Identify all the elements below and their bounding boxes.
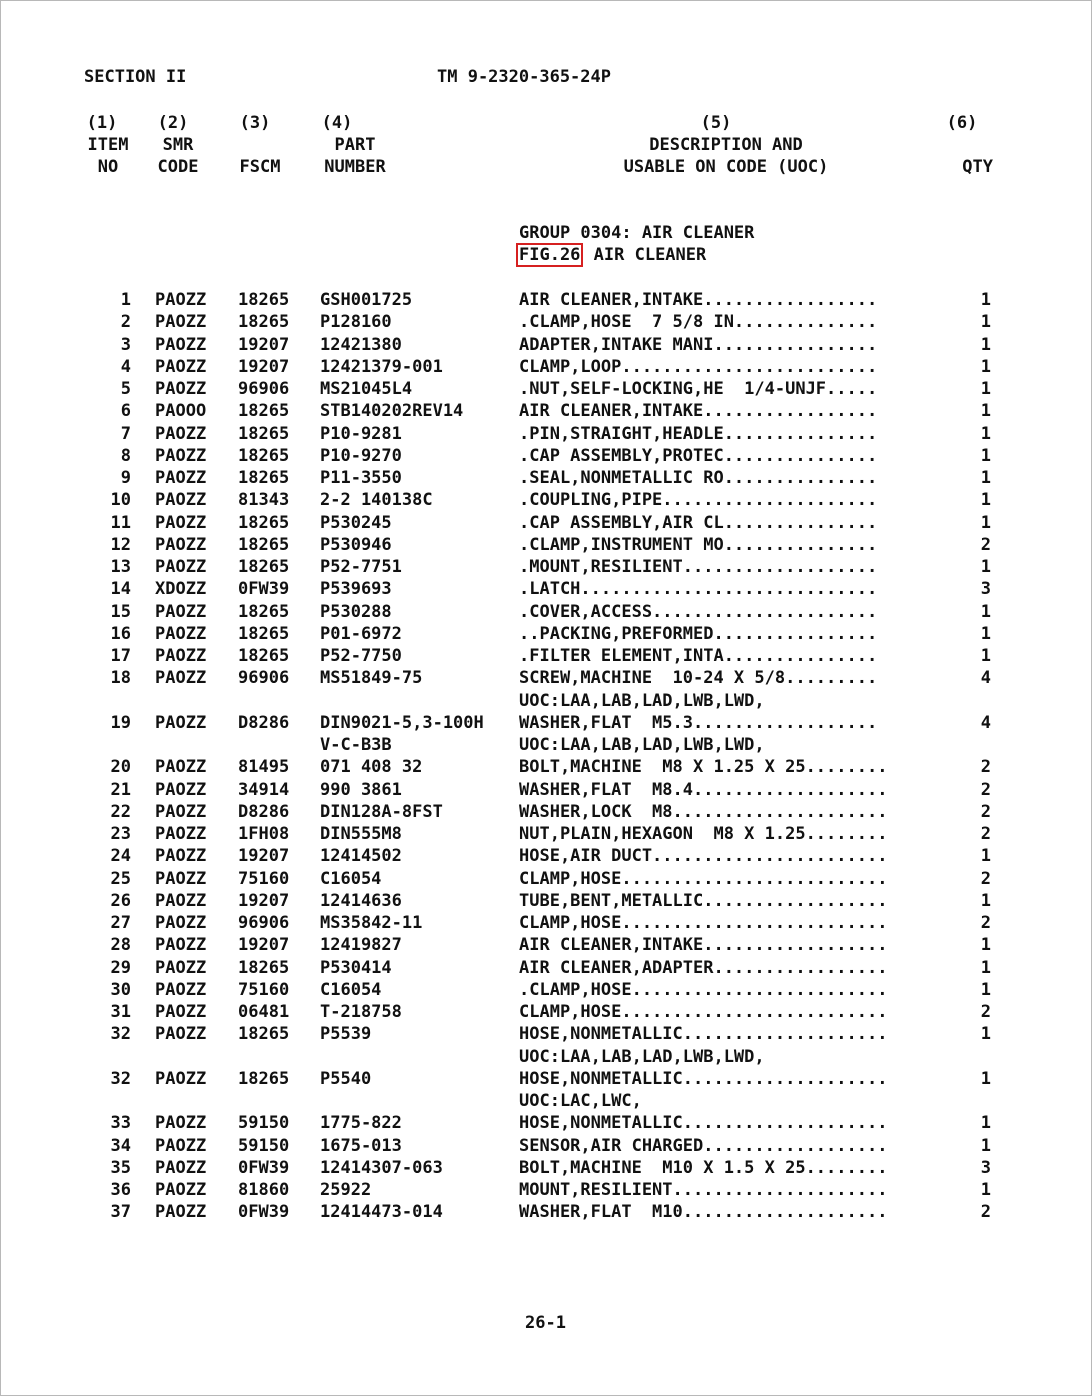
quantity: 2 [980,757,991,778]
table-row [1,334,1091,356]
figure-heading [519,244,706,266]
description: .FILTER ELEMENT,INTA............... [519,646,878,666]
description: CLAMP,HOSE.......................... [519,868,888,889]
smr-code: PAOZZ [155,712,207,733]
item-number: 29 [110,957,131,978]
part-number: DIN128A-8FST [320,801,443,822]
item-number: 2 [120,312,131,333]
quantity: 1 [980,490,991,511]
fscm-code: 06481 [238,1002,290,1022]
table-row [1,601,1091,623]
fscm-code: 19207 [238,846,290,867]
part-number: DIN9021-5,3-100H [320,712,484,733]
description: HOSE,NONMETALLIC.................... [519,1068,888,1089]
description: CLAMP,HOSE.......................... [519,913,888,933]
part-number: 1675-013 [320,1135,402,1156]
smr-code: PAOZZ [155,1002,207,1022]
part-number: 12419827 [320,935,402,956]
item-number: 16 [110,623,131,644]
description: .PIN,STRAIGHT,HEADLE............... [519,423,878,444]
fscm-code: 34914 [238,779,290,800]
table-row-continuation [1,734,1091,756]
quantity: 1 [980,401,991,422]
item-number: 8 [120,445,131,466]
fscm-code: 59150 [238,1113,290,1134]
fscm-code: 75160 [238,979,290,1000]
table-row [1,512,1091,534]
table-row [1,1201,1091,1223]
table-row [1,912,1091,934]
fscm-code: 75160 [238,868,290,889]
description: HOSE,NONMETALLIC.................... [519,1113,888,1134]
part-number: C16054 [320,979,382,1000]
part-number: P128160 [320,312,392,333]
table-row [1,1179,1091,1201]
part-number: P11-3550 [320,468,402,488]
item-number: 12 [110,534,131,555]
smr-code: PAOZZ [155,979,207,1000]
part-number: 2-2 140138C [320,490,433,511]
quantity: 4 [980,668,991,689]
smr-code: PAOOO [155,401,207,422]
table-row [1,1068,1091,1090]
item-number: 10 [110,490,131,511]
fscm-code: 81343 [238,490,290,511]
smr-code: PAOZZ [155,868,207,889]
fscm-code: 18265 [238,468,290,488]
quantity: 1 [980,468,991,488]
part-number: MS21045L4 [320,379,413,399]
part-number: 12414473-014 [320,1202,443,1223]
item-number: 27 [110,913,131,933]
description: UOC:LAC,LWC, [519,1091,642,1111]
description: UOC:LAA,LAB,LAD,LWB,LWD, [519,690,765,711]
description: .CLAMP,HOSE......................... [519,979,888,1000]
item-number: 6 [120,401,131,422]
smr-code: PAOZZ [155,423,207,444]
item-number: 15 [110,601,131,622]
table-row [1,578,1091,600]
item-number: 5 [120,379,131,399]
quantity: 1 [980,1113,991,1134]
item-number: 18 [110,668,131,689]
item-number: 31 [110,1002,131,1022]
quantity: 1 [980,312,991,333]
fscm-code: 18265 [238,601,290,622]
description: SENSOR,AIR CHARGED.................. [519,1135,888,1156]
part-number: P10-9270 [320,445,402,466]
table-row [1,445,1091,467]
item-number: 7 [120,423,131,444]
description: ..PACKING,PREFORMED................ [519,623,878,644]
smr-code: PAOZZ [155,379,207,399]
description: WASHER,LOCK M8..................... [519,801,888,822]
quantity: 1 [980,290,991,310]
part-number: P530414 [320,957,392,978]
figure-label[interactable]: FIG.26 [516,243,583,267]
fscm-code: 19207 [238,356,290,377]
item-number: 11 [110,512,131,533]
smr-code: PAOZZ [155,445,207,466]
item-number: 25 [110,868,131,889]
part-number: P530288 [320,601,392,622]
part-number: MS35842-11 [320,913,423,933]
part-number: P539693 [320,579,392,600]
part-number: P52-7751 [320,557,402,577]
col-fscm-number: (3) [239,113,271,133]
smr-code: PAOZZ [155,1068,207,1089]
description: CLAMP,LOOP......................... [519,356,878,377]
quantity: 1 [980,935,991,956]
table-row [1,423,1091,445]
item-number: 20 [110,757,131,778]
description: WASHER,FLAT M10.................... [519,1202,888,1223]
description: .CLAMP,INSTRUMENT MO............... [519,534,878,555]
group-title: GROUP 0304: AIR CLEANER [519,223,755,243]
quantity: 1 [980,445,991,466]
quantity: 1 [980,512,991,533]
quantity: 2 [980,779,991,800]
smr-code: PAOZZ [155,623,207,644]
fscm-code: 18265 [238,646,290,666]
quantity: 2 [980,1202,991,1223]
description: NUT,PLAIN,HEXAGON M8 X 1.25........ [519,824,888,844]
smr-code: PAOZZ [155,935,207,956]
smr-code: PAOZZ [155,490,207,511]
table-row [1,1112,1091,1134]
figure-title: AIR CLEANER [583,245,707,265]
table-row [1,667,1091,689]
part-number: 25922 [320,1180,372,1200]
col-qty-number: (6) [946,113,978,133]
col-desc-label1: DESCRIPTION AND [649,135,803,155]
quantity: 1 [980,1180,991,1200]
description: MOUNT,RESILIENT..................... [519,1180,888,1200]
fscm-code: 0FW39 [238,579,290,600]
table-row-continuation [1,1090,1091,1112]
item-number: 22 [110,801,131,822]
item-number: 23 [110,824,131,844]
quantity: 2 [980,801,991,822]
quantity: 1 [980,846,991,867]
description: .CLAMP,HOSE 7 5/8 IN.............. [519,312,878,333]
fscm-code: 81860 [238,1180,290,1200]
table-row [1,534,1091,556]
item-number: 24 [110,846,131,867]
table-row [1,1135,1091,1157]
smr-code: PAOZZ [155,1202,207,1223]
part-number: P530245 [320,512,392,533]
part-number: 12421379-001 [320,356,443,377]
description: HOSE,NONMETALLIC.................... [519,1024,888,1045]
quantity: 1 [980,557,991,577]
quantity: 2 [980,824,991,844]
smr-code: PAOZZ [155,1113,207,1134]
fscm-code: 18265 [238,290,290,310]
table-row-continuation [1,690,1091,712]
description: ADAPTER,INTAKE MANI................ [519,334,878,355]
smr-code: PAOZZ [155,757,207,778]
fscm-code: 18265 [238,957,290,978]
item-number: 1 [120,290,131,310]
part-number: P10-9281 [320,423,402,444]
smr-code: PAOZZ [155,890,207,911]
fscm-code: 96906 [238,668,290,689]
table-row [1,868,1091,890]
description: BOLT,MACHINE M10 X 1.5 X 25........ [519,1157,888,1178]
description: UOC:LAA,LAB,LAD,LWB,LWD, [519,735,765,755]
item-number: 33 [110,1113,131,1134]
table-row [1,801,1091,823]
quantity: 1 [980,601,991,622]
table-row [1,489,1091,511]
fscm-code: D8286 [238,801,290,822]
quantity: 1 [980,1068,991,1089]
table-row [1,845,1091,867]
table-row-continuation [1,1046,1091,1068]
description: WASHER,FLAT M5.3.................. [519,712,878,733]
col-qty-label2: QTY [962,157,993,177]
description: .CAP ASSEMBLY,AIR CL............... [519,512,878,533]
fscm-code: 19207 [238,935,290,956]
part-number: P530946 [320,534,392,555]
tm-number: TM 9-2320-365-24P [437,67,611,87]
quantity: 1 [980,379,991,399]
table-row [1,957,1091,979]
fscm-code: 19207 [238,890,290,911]
smr-code: PAOZZ [155,846,207,867]
item-number: 35 [110,1157,131,1178]
part-number: P01-6972 [320,623,402,644]
fscm-code: 18265 [238,445,290,466]
smr-code: PAOZZ [155,534,207,555]
item-number: 9 [120,468,131,488]
fscm-code: 96906 [238,379,290,399]
item-number: 28 [110,935,131,956]
part-number: P5539 [320,1024,372,1045]
part-number: GSH001725 [320,290,413,310]
table-row [1,979,1091,1001]
description: .COUPLING,PIPE..................... [519,490,878,511]
smr-code: PAOZZ [155,957,207,978]
fscm-code: 18265 [238,1024,290,1045]
table-row [1,289,1091,311]
table-row [1,400,1091,422]
quantity: 1 [980,646,991,666]
smr-code: PAOZZ [155,312,207,333]
part-number: DIN555M8 [320,824,402,844]
item-number: 4 [120,356,131,377]
smr-code: PAOZZ [155,290,207,310]
description: .MOUNT,RESILIENT................... [519,557,878,577]
description: UOC:LAA,LAB,LAD,LWB,LWD, [519,1046,765,1067]
item-number: 36 [110,1180,131,1200]
table-row [1,934,1091,956]
table-row [1,756,1091,778]
item-number: 32 [110,1024,131,1045]
item-number: 34 [110,1135,131,1156]
col-item-number: (1) [86,113,118,133]
part-number: V-C-B3B [320,735,392,755]
quantity: 3 [980,579,991,600]
fscm-code: 96906 [238,913,290,933]
fscm-code: 59150 [238,1135,290,1156]
part-number: 12421380 [320,334,402,355]
fscm-code: 18265 [238,312,290,333]
part-number: T-218758 [320,1002,402,1022]
part-number: MS51849-75 [320,668,423,689]
fscm-code: 18265 [238,401,290,422]
fscm-code: 0FW39 [238,1157,290,1178]
quantity: 1 [980,423,991,444]
table-row [1,356,1091,378]
fscm-code: 18265 [238,1068,290,1089]
quantity: 4 [980,712,991,733]
col-desc-number: (5) [700,113,732,133]
description: WASHER,FLAT M8.4................... [519,779,888,800]
table-row [1,467,1091,489]
item-number: 37 [110,1202,131,1223]
quantity: 2 [980,868,991,889]
smr-code: XDOZZ [155,579,207,600]
quantity: 1 [980,1024,991,1045]
item-number: 13 [110,557,131,577]
part-number: P52-7750 [320,646,402,666]
fscm-code: 81495 [238,757,290,778]
description: AIR CLEANER,INTAKE................. [519,290,878,310]
table-row [1,311,1091,333]
table-row [1,712,1091,734]
part-number: 12414636 [320,890,402,911]
section-label: SECTION II [84,67,187,87]
fscm-code: 0FW39 [238,1202,290,1223]
col-part-label1: PART [334,135,376,155]
smr-code: PAOZZ [155,668,207,689]
smr-code: PAOZZ [155,824,207,844]
fscm-code: 18265 [238,623,290,644]
fscm-code: 18265 [238,512,290,533]
description: AIR CLEANER,INTAKE.................. [519,935,888,956]
table-row [1,779,1091,801]
description: .CAP ASSEMBLY,PROTEC............... [519,445,878,466]
smr-code: PAOZZ [155,1024,207,1045]
description: .LATCH............................. [519,579,878,600]
smr-code: PAOZZ [155,801,207,822]
part-number: C16054 [320,868,382,889]
smr-code: PAOZZ [155,1135,207,1156]
part-number: 1775-822 [320,1113,402,1134]
description: .NUT,SELF-LOCKING,HE 1/4-UNJF..... [519,379,878,399]
part-number: P5540 [320,1068,372,1089]
fscm-code: 19207 [238,334,290,355]
item-number: 21 [110,779,131,800]
table-row [1,823,1091,845]
description: HOSE,AIR DUCT....................... [519,846,888,867]
smr-code: PAOZZ [155,557,207,577]
fscm-code: D8286 [238,712,290,733]
table-row [1,378,1091,400]
quantity: 3 [980,1157,991,1178]
col-fscm-label2: FSCM [239,157,281,177]
description: AIR CLEANER,ADAPTER................. [519,957,888,978]
page-number: 26-1 [525,1313,566,1333]
smr-code: PAOZZ [155,601,207,622]
table-row [1,623,1091,645]
quantity: 2 [980,913,991,933]
col-smr-label2: CODE [157,157,199,177]
part-number: STB140202REV14 [320,401,464,422]
col-part-number: (4) [321,113,353,133]
part-number: 071 408 32 [320,757,423,778]
fscm-code: 18265 [238,534,290,555]
smr-code: PAOZZ [155,1157,207,1178]
description: SCREW,MACHINE 10-24 X 5/8......... [519,668,878,689]
quantity: 1 [980,979,991,1000]
description: BOLT,MACHINE M8 X 1.25 X 25........ [519,757,888,778]
quantity: 1 [980,334,991,355]
description: CLAMP,HOSE.......................... [519,1002,888,1022]
smr-code: PAOZZ [155,512,207,533]
description: TUBE,BENT,METALLIC.................. [519,890,888,911]
col-smr-number: (2) [157,113,189,133]
smr-code: PAOZZ [155,646,207,666]
col-item-label2: NO [97,157,119,177]
fscm-code: 1FH08 [238,824,290,844]
table-row [1,645,1091,667]
part-number: 990 3861 [320,779,402,800]
col-part-label2: NUMBER [324,157,386,177]
smr-code: PAOZZ [155,356,207,377]
item-number: 14 [110,579,131,600]
item-number: 19 [110,712,131,733]
description: .COVER,ACCESS...................... [519,601,878,622]
part-number: 12414502 [320,846,402,867]
quantity: 1 [980,1135,991,1156]
table-row [1,1023,1091,1045]
smr-code: PAOZZ [155,913,207,933]
item-number: 32 [110,1068,131,1089]
quantity: 1 [980,957,991,978]
table-row [1,556,1091,578]
quantity: 2 [980,1002,991,1022]
item-number: 3 [120,334,131,355]
quantity: 1 [980,890,991,911]
smr-code: PAOZZ [155,468,207,488]
table-row [1,1157,1091,1179]
item-number: 17 [110,646,131,666]
fscm-code: 18265 [238,557,290,577]
table-row [1,890,1091,912]
smr-code: PAOZZ [155,1180,207,1200]
quantity: 1 [980,623,991,644]
fscm-code: 18265 [238,423,290,444]
col-smr-label1: SMR [162,135,194,155]
part-number: 12414307-063 [320,1157,443,1178]
item-number: 30 [110,979,131,1000]
description: .SEAL,NONMETALLIC RO............... [519,468,878,488]
col-desc-label2: USABLE ON CODE (UOC) [623,157,829,177]
col-item-label1: ITEM [87,135,129,155]
quantity: 2 [980,534,991,555]
smr-code: PAOZZ [155,779,207,800]
quantity: 1 [980,356,991,377]
item-number: 26 [110,890,131,911]
description: AIR CLEANER,INTAKE................. [519,401,878,422]
smr-code: PAOZZ [155,334,207,355]
table-row [1,1001,1091,1023]
